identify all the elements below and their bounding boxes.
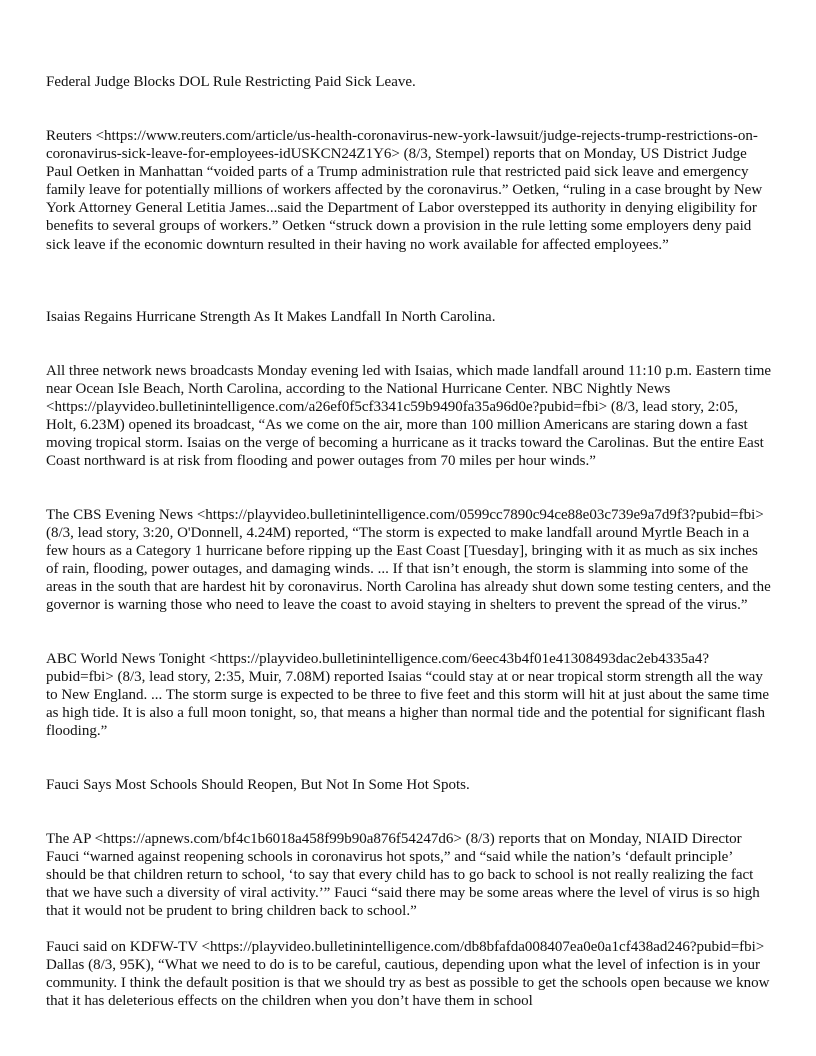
article-1-headline: Federal Judge Blocks DOL Rule Restricting Paid Sick Leave. [46,74,416,90]
article-1-paragraph-1: Reuters <https://www.reuters.com/article/us-health-coronavirus-new-york-lawsuit/judge-rejects-trump-restrictions-on-coronavirus-sick-leave-for-employees-idUSKCN24Z1Y6> (8/3, Stempel) reports that on Monday, US District Judge Paul Oetken in Manhattan “voided parts of a Trump administration rule that restricted paid sick leave and emergency family leave for potentially millions of workers affected by the coronavirus.” Oetken, “ruling in a case brought by New York Attorney General Letitia James...said the Department of Labor overstepped its authority in denying eligibility for benefits to several groups of workers.” Oetken “struck down a provision in the rule letting some employers deny paid sick leave if the economic downturn resulted in their having no work available for affected employees.” [46,128,763,253]
article-3-paragraph-2: Fauci said on KDFW-TV <https://playvideo.bulletinintelligence.com/db8bfafda008407ea0e0a1cf438ad246?pubid=fbi> Dallas (8/3, 95K), “What we need to do is to be careful, cautious, depending upon what the level of infection is in your community. I think the default position is that we should try as best as possible to get the schools open because we know that it has deleterious effects on the children when you don’t have them in school [46,939,770,1010]
article-3-paragraph-1: The AP <https://apnews.com/bf4c1b6018a458f99b90a876f54247d6> (8/3) reports that on Monday, NIAID Director Fauci “warned against reopening schools in coronavirus hot spots,” and “said while the nation’s ‘default principle’ should be that children return to school, ‘to say that every child has to go back to school is not really realizing the fact that we have such a diversity of viral activity.’” Fauci “said there may be some areas where the level of virus is so high that it would not be prudent to bring children back to school.” [46,831,760,920]
article-3-headline: Fauci Says Most Schools Should Reopen, But Not In Some Hot Spots. [46,777,470,793]
article-2-paragraph-2: The CBS Evening News <https://playvideo.bulletinintelligence.com/0599cc7890c94ce88e03c739e9a7d9f3?pubid=fbi> (8/3, lead story, 3:20, O'Donnell, 4.24M) reported, “The storm is expected to make landfall around Myrtle Beach in a few hours as a Category 1 hurricane before ripping up the East Coast [Tuesday], bringing with it as much as six inches of rain, flooding, power outages, and damaging winds. ... If that isn’t enough, the storm is slamming into some of the areas in the south that are hardest hit by coronavirus. North Carolina has already shut down some testing centers, and the governor is warning those who need to leave the coast to avoid staying in shelters to prevent the spread of the virus.” [46,507,771,614]
article-2-headline: Isaias Regains Hurricane Strength As It Makes Landfall In North Carolina. [46,309,496,325]
article-2-paragraph-1: All three network news broadcasts Monday evening led with Isaias, which made landfall around 11:10 p.m. Eastern time near Ocean Isle Beach, North Carolina, according to the National Hurricane Center. NBC Nightly News <https://playvideo.bulletinintelligence.com/a26ef0f5cf3341c59b9490fa35a96d0e?pubid=fbi> (8/3, lead story, 2:05, Holt, 6.23M) opened its broadcast, “As we come on the air, more than 100 million Americans are staring down a fast moving tropical storm. Isaias on the verge of becoming a hurricane as it tracks toward the Carolinas. But the entire East Coast northward is at risk from flooding and power outages from 70 miles per hour winds.” [46,363,772,470]
article-2-paragraph-3: ABC World News Tonight <https://playvideo.bulletinintelligence.com/6eec43b4f01e41308493dac2eb4335a4?pubid=fbi> (8/3, lead story, 2:35, Muir, 7.08M) reported Isaias “could stay at or near tropical storm strength all the way to New England. ... The storm surge is expected to be three to five feet and this storm will hit at just about the same time as high tide. It is also a full moon tonight, so, that means a higher than normal tide and the potential for significant flash flooding.” [46,651,770,740]
